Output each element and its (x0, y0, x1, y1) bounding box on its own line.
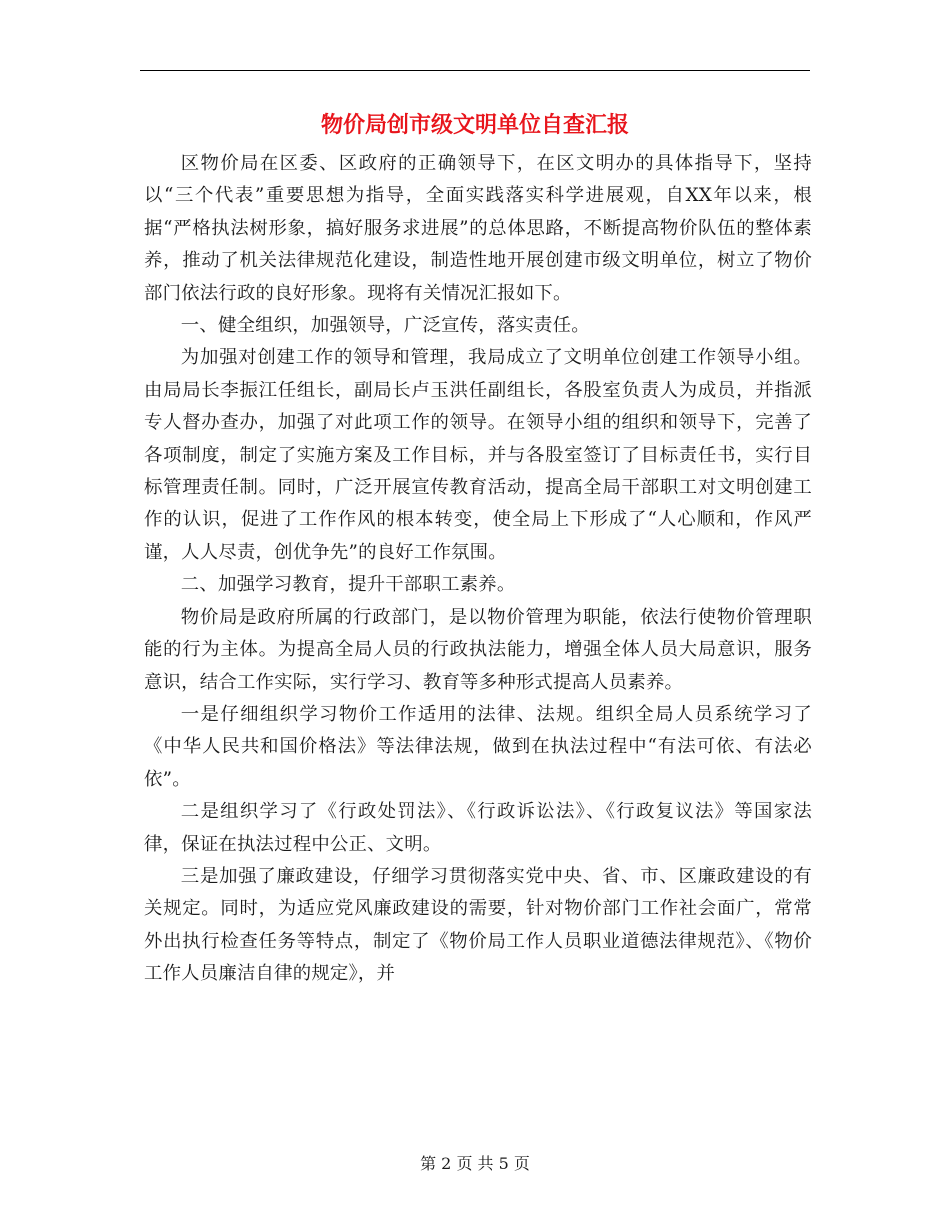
paragraph-section-1: 为加强对创建工作的领导和管理，我局成立了文明单位创建工作领导小组。由局局长李振江任组长，副局长卢玉洪任副组长，各股室负责人为成员，并指派专人督办查办，加强了对此项工作的领导。在领导小组的组织和领导下，完善了各项制度，制定了实施方案及工作目标，并与各股室签订了目标责任书，实行目标管理责任制。同时，广泛开展宣传教育活动，提高全局干部职工对文明创建工作的认识，促进了工作作风的根本转变，使全局上下形成了“人心顺和，作风严谨，人人尽责，创优争先”的良好工作氛围。 (144, 347, 812, 563)
paragraph-item-2: 二是组织学习了《行政处罚法》、《行政诉讼法》、《行政复议法》等国家法律，保证在执法过程中公正、文明。 (144, 801, 812, 855)
paragraph-section-2: 物价局是政府所属的行政部门，是以物价管理为职能，依法行使物价管理职能的行为主体。为提高全局人员的行政执法能力，增强全体人员大局意识，服务意识，结合工作实际，实行学习、教育等多种形式提高人员素养。 (144, 606, 812, 693)
header-rule (140, 70, 810, 71)
paragraph-item-1: 一是仔细组织学习物价工作适用的法律、法规。组织全局人员系统学习了《中华人民共和国价格法》等法律法规，做到在执法过程中“有法可依、有法必依”。 (144, 703, 812, 790)
document-body (144, 148, 812, 991)
paragraph-item-3: 三是加强了廉政建设，仔细学习贯彻落实党中央、省、市、区廉政建设的有关规定。同时，为适应党风廉政建设的需要，针对物价部门工作社会面广，常常外出执行检查任务等特点，制定了《物价局工作人员职业道德法律规范》、《物价工作人员廉洁自律的规定》，并 (144, 865, 812, 985)
paragraph-intro: 区物价局在区委、区政府的正确领导下，在区文明办的具体指导下，坚持以“三个代表”重要思想为指导，全面实践落实科学进展观，自XX年以来，根据“严格执法树形象，搞好服务求进展”的总体思路，不断提高物价队伍的整体素养，推动了机关法律规范化建设，制造性地开展创建市级文明单位，树立了物价部门依法行政的良好形象。现将有关情况汇报如下。 (144, 153, 812, 304)
page-number: 第 2 页 共 5 页 (420, 1154, 530, 1173)
section-heading-2: 二、加强学习教育，提升干部职工素养。 (180, 574, 516, 596)
section-heading-1: 一、健全组织，加强领导，广泛宣传，落实责任。 (180, 315, 590, 337)
document-title: 物价局创市级文明单位自查汇报 (320, 112, 629, 138)
